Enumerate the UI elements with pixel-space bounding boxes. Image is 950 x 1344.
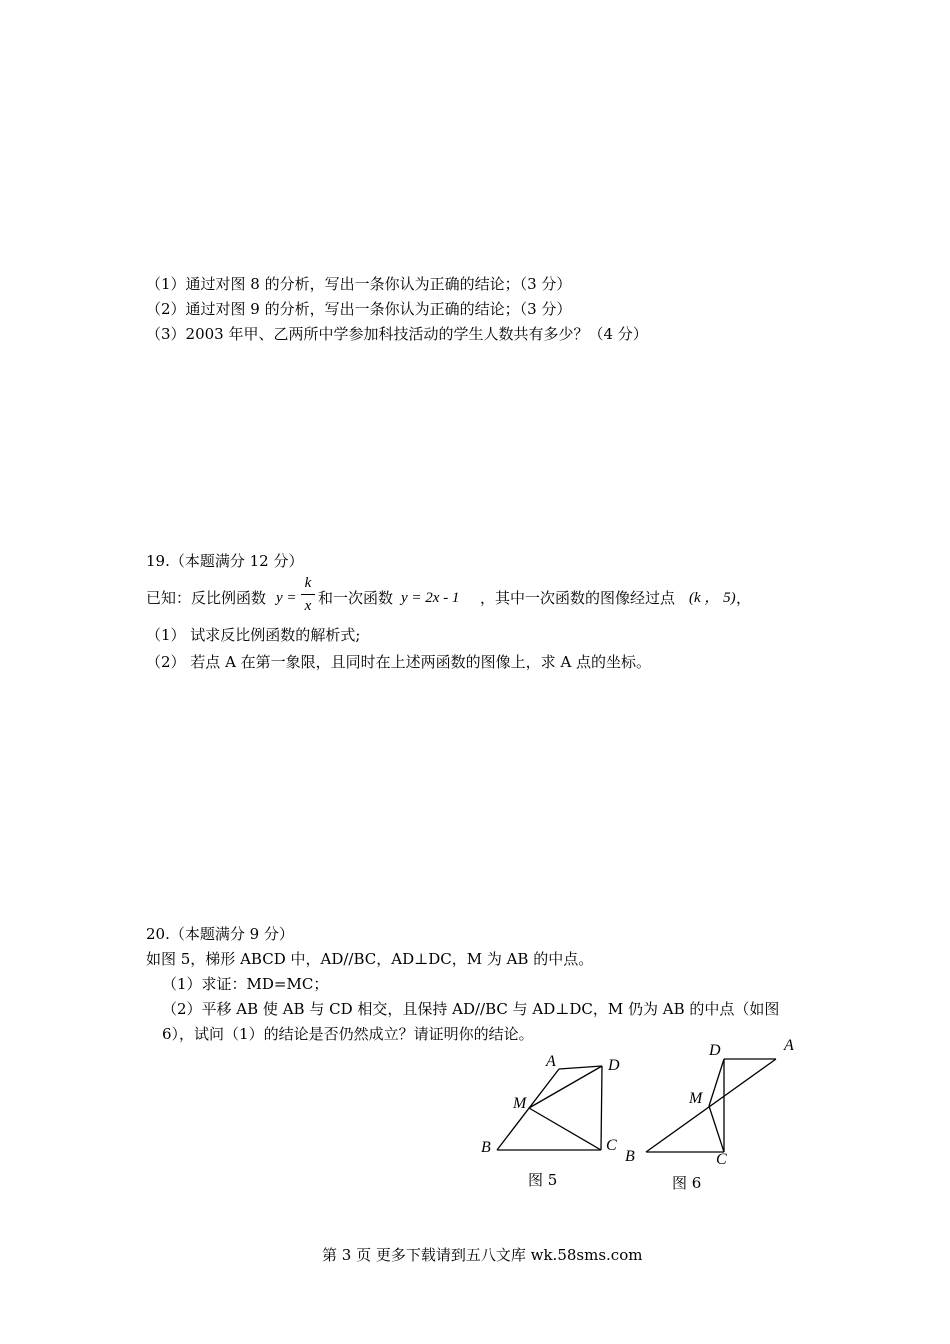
q19-func1-numerator: k xyxy=(304,575,312,591)
q18-sub3: （3）2003 年甲、乙两所中学参加科技活动的学生人数共有多少？（4 分） xyxy=(146,325,648,343)
q19-func1-y: y = xyxy=(276,590,297,606)
q19-sub2: （2） 若点 A 在第一象限，且同时在上述两函数的图像上，求 A 点的坐标。 xyxy=(146,653,652,671)
q19-point: (k ， 5) xyxy=(689,590,736,606)
fig6-label-c: C xyxy=(716,1151,727,1168)
fig6-label-a: A xyxy=(784,1037,794,1054)
q19-header: 19.（本题满分 12 分） xyxy=(146,552,304,570)
q20-sub2-line2: 6），试问（1）的结论是否仍然成立？请证明你的结论。 xyxy=(162,1025,534,1043)
fig6-label-m: M xyxy=(689,1090,703,1107)
fig5-label-a: A xyxy=(546,1053,556,1070)
fig5-label-c: C xyxy=(606,1137,617,1154)
q19-intro-suffix: ，其中一次函数的图像经过点 xyxy=(480,589,676,607)
fig6-segment-ab xyxy=(646,1059,776,1152)
q20-sub1: （1）求证：MD=MC； xyxy=(162,975,329,993)
q18-sub2: （2）通过对图 9 的分析，写出一条你认为正确的结论；（3 分） xyxy=(146,300,572,318)
fig5-segment-ad xyxy=(559,1066,602,1069)
fig6-label-b: B xyxy=(625,1148,635,1165)
q19-intro-end: ， xyxy=(736,589,752,607)
fig5-label-m: M xyxy=(513,1095,527,1112)
figure-6-crossed xyxy=(646,1059,776,1152)
q18-sub1: （1）通过对图 8 的分析，写出一条你认为正确的结论；（3 分） xyxy=(146,275,572,293)
q20-header: 20.（本题满分 9 分） xyxy=(146,925,294,943)
fig5-segment-mc xyxy=(529,1108,601,1150)
q20-sub2-line1: （2）平移 AB 使 AB 与 CD 相交，且保持 AD//BC 与 AD⊥DC，M 仍为 AB 的中点（如图 xyxy=(162,1000,780,1018)
q19-func2: y = 2x - 1 xyxy=(401,590,460,606)
fig5-segment-ba xyxy=(497,1069,559,1150)
q19-intro-prefix: 已知：反比例函数 xyxy=(146,589,267,607)
figure6-caption: 图 6 xyxy=(672,1174,702,1192)
fig5-segment-md xyxy=(529,1066,602,1108)
page-footer: 第 3 页 更多下载请到五八文库 wk.58sms.com xyxy=(322,1246,643,1264)
fig6-segment-mc xyxy=(709,1106,724,1152)
fig6-segment-md xyxy=(709,1059,724,1106)
fig5-label-d: D xyxy=(608,1057,620,1074)
q20-intro: 如图 5，梯形 ABCD 中，AD//BC，AD⊥DC，M 为 AB 的中点。 xyxy=(146,950,594,968)
q19-sub1: （1） 试求反比例函数的解析式; xyxy=(146,626,361,644)
fig5-label-b: B xyxy=(481,1139,491,1156)
q19-intro-mid: 和一次函数 xyxy=(318,589,394,607)
fig5-segment-dc xyxy=(601,1066,602,1150)
figure5-caption: 图 5 xyxy=(528,1171,558,1189)
q19-func1-denominator: x xyxy=(304,598,312,614)
fig6-label-d: D xyxy=(709,1042,721,1059)
